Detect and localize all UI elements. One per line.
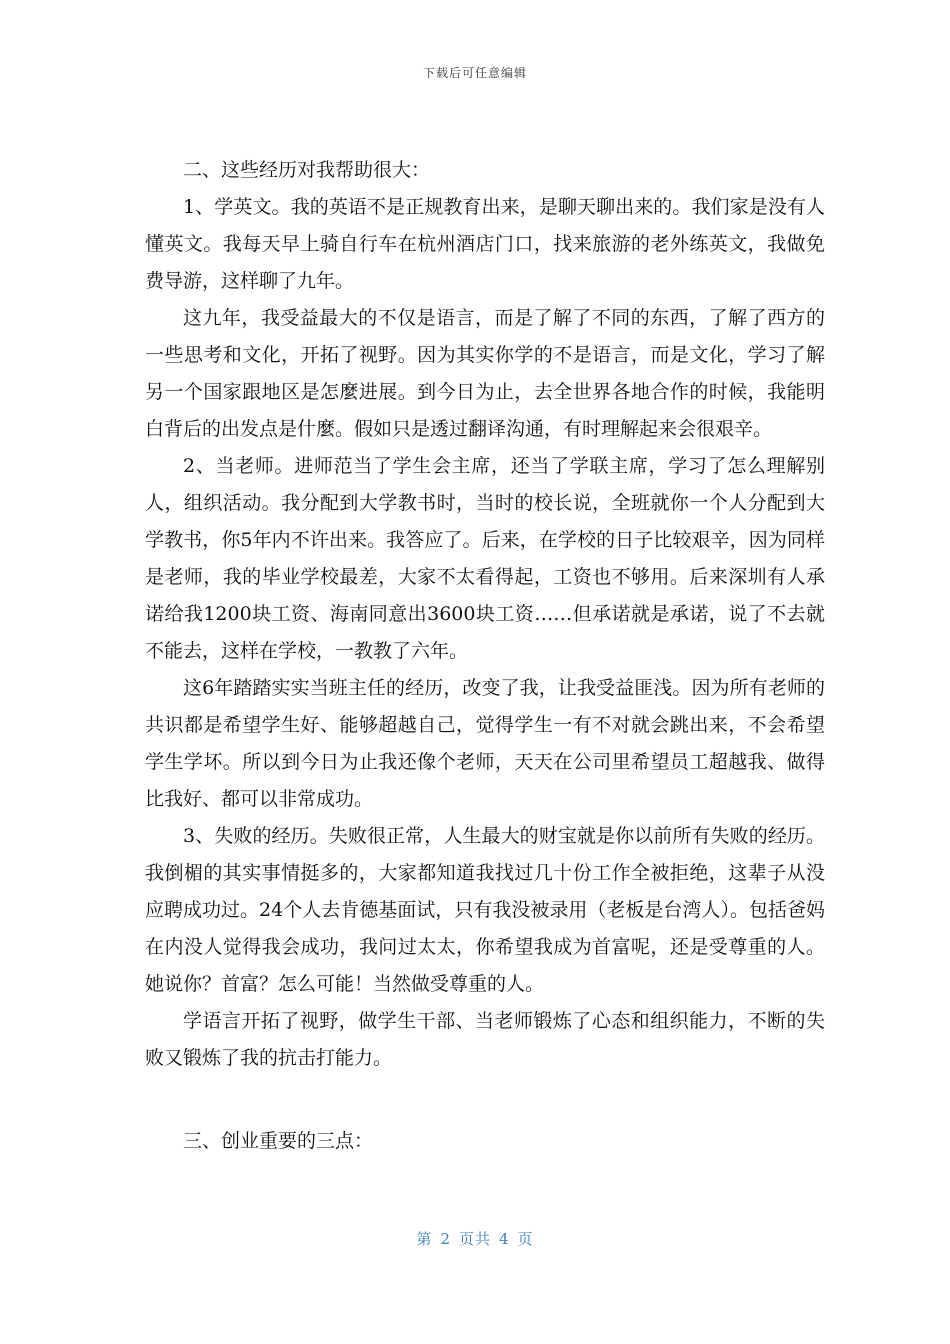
paragraph: 学语言开拓了视野，做学生干部、当老师锻炼了心态和组织能力，不断的失败又锻炼了我的抗击打能力。	[145, 1010, 825, 1069]
document-body	[145, 152, 825, 1160]
page-footer	[0, 1228, 950, 1249]
current-page-number: 2	[440, 1230, 451, 1248]
section-heading: 三、创业重要的三点：	[183, 1130, 374, 1152]
paragraph: 1、学英文。我的英语不是正规教育出来，是聊天聊出来的。我们家是没有人懂英文。我每天早上骑自行车在杭州酒店门口，找来旅游的老外练英文，我做免费导游，这样聊了九年。	[145, 196, 825, 292]
paragraph: 2、当老师。进师范当了学生会主席，还当了学联主席，学习了怎么理解别人，组织活动。我分配到大学教书时，当时的校长说，全班就你一个人分配到大学教书，你5年内不许出来。我答应了。后来，在学校的日子比较艰辛，因为同样是老师，我的毕业学校最差，大家不太看得起，工资也不够用。后来深圳有人承诺给我1200块工资、海南同意出3600块工资……但承诺就是承诺，说了不去就不能去，这样在学校，一教教了六年。	[145, 455, 825, 662]
footer-suffix: 页	[517, 1230, 534, 1248]
section-heading: 二、这些经历对我帮助很大：	[183, 159, 431, 181]
total-pages-number: 4	[499, 1230, 510, 1248]
paragraph: 3、失败的经历。失败很正常，人生最大的财宝就是你以前所有失败的经历。我倒楣的其实事情挺多的，大家都知道我找过几十份工作全被拒绝，这辈子从没应聘成功过。24个人去肯德基面试，只有我没被录用（老板是台湾人）。包括爸妈在内没人觉得我会成功，我问过太太，你希望我成为首富呢，还是受尊重的人。她说你？首富？怎么可能！当然做受尊重的人。	[145, 825, 825, 995]
page-header: 下载后可任意编辑	[422, 66, 527, 80]
footer-middle: 页共	[458, 1230, 491, 1248]
footer-prefix: 第	[416, 1230, 433, 1248]
paragraph: 这九年，我受益最大的不仅是语言，而是了解了不同的东西，了解了西方的一些思考和文化，开拓了视野。因为其实你学的不是语言，而是文化，学习了解另一个国家跟地区是怎麼进展。到今日为止，去全世界各地合作的时候，我能明白背后的出发点是什麼。假如只是透过翻译沟通，有时理解起来会很艰辛。	[145, 307, 825, 440]
paragraph: 这6年踏踏实实当班主任的经历，改变了我，让我受益匪浅。因为所有老师的共识都是希望学生好、能够超越自己，觉得学生一有不对就会跳出来，不会希望学生学坏。所以到今日为止我还像个老师，天天在公司里希望员工超越我、做得比我好、都可以非常成功。	[145, 677, 825, 810]
